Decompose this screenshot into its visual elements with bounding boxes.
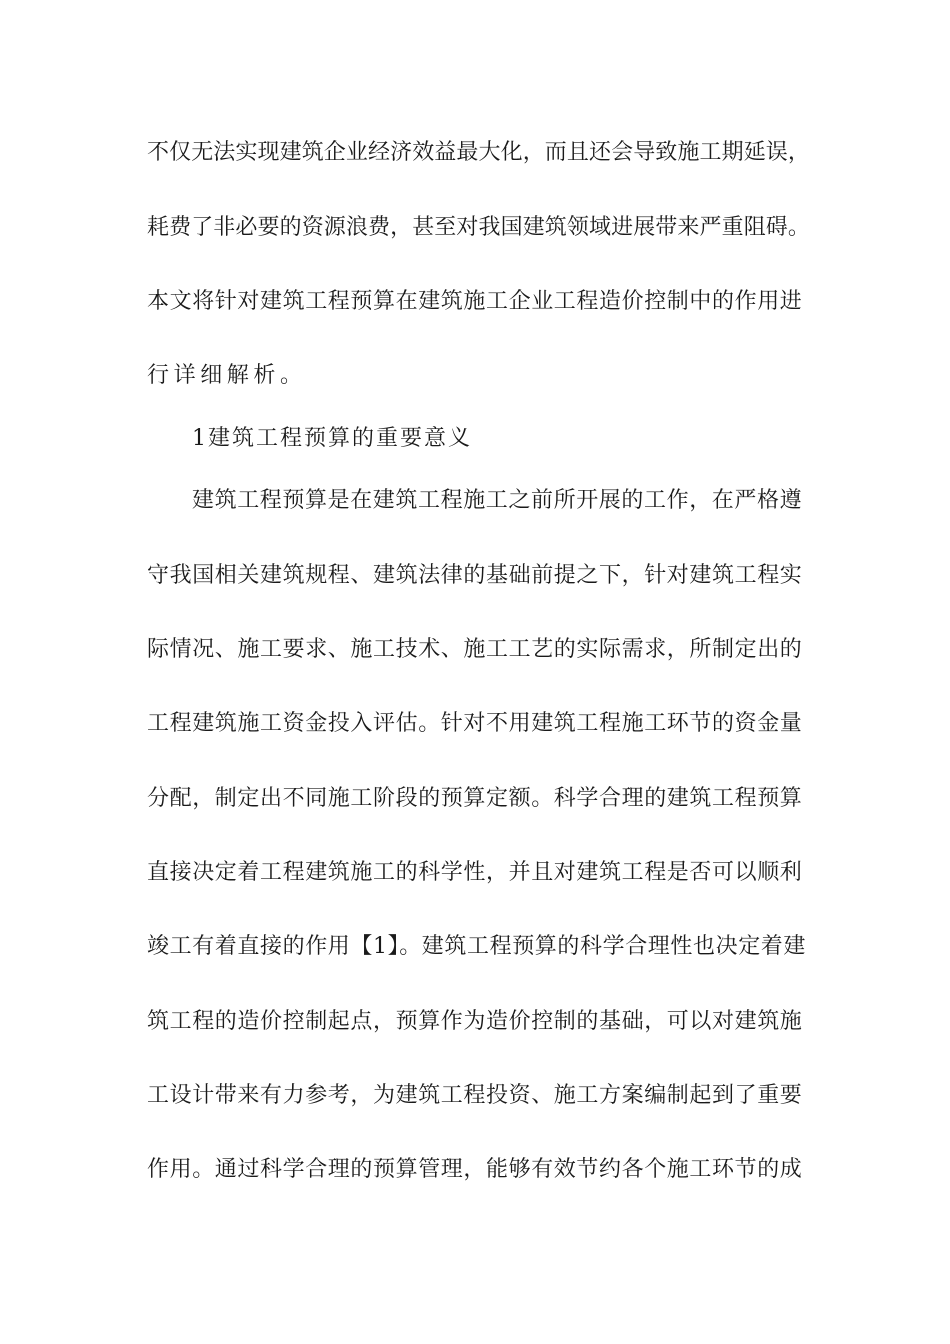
paragraph-line: 直接决定着工程建筑施工的科学性，并且对建筑工程是否可以顺利 [147,860,803,885]
paragraph-line: 建筑工程预算是在建筑工程施工之前所开展的工作，在严格遵 [192,488,803,513]
paragraph-line: 本文将针对建筑工程预算在建筑施工企业工程造价控制中的作用进 [147,289,803,314]
paragraph-line: 耗费了非必要的资源浪费，甚至对我国建筑领域进展带来严重阻碍。 [147,215,811,240]
paragraph-line: 工设计带来有力参考，为建筑工程投资、施工方案编制起到了重要 [147,1083,803,1108]
paragraph-line: 作用。通过科学合理的预算管理，能够有效节约各个施工环节的成 [147,1157,803,1182]
paragraph-line: 守我国相关建筑规程、建筑法律的基础前提之下，针对建筑工程实 [147,563,803,588]
section-heading: 1建筑工程预算的重要意义 [192,426,472,451]
paragraph-line: 竣工有着直接的作用【1】。建筑工程预算的科学合理性也决定着建 [147,934,806,959]
paragraph-line: 际情况、施工要求、施工技术、施工工艺的实际需求，所制定出的 [147,637,803,662]
paragraph-line: 工程建筑施工资金投入评估。针对不用建筑工程施工环节的资金量 [147,711,803,736]
paragraph-line: 分配，制定出不同施工阶段的预算定额。科学合理的建筑工程预算 [147,786,803,811]
paragraph-line: 行详细解析。 [147,363,307,388]
paragraph-line: 不仅无法实现建筑企业经济效益最大化，而且还会导致施工期延误， [147,140,811,165]
paragraph-line: 筑工程的造价控制起点，预算作为造价控制的基础，可以对建筑施 [147,1009,803,1034]
